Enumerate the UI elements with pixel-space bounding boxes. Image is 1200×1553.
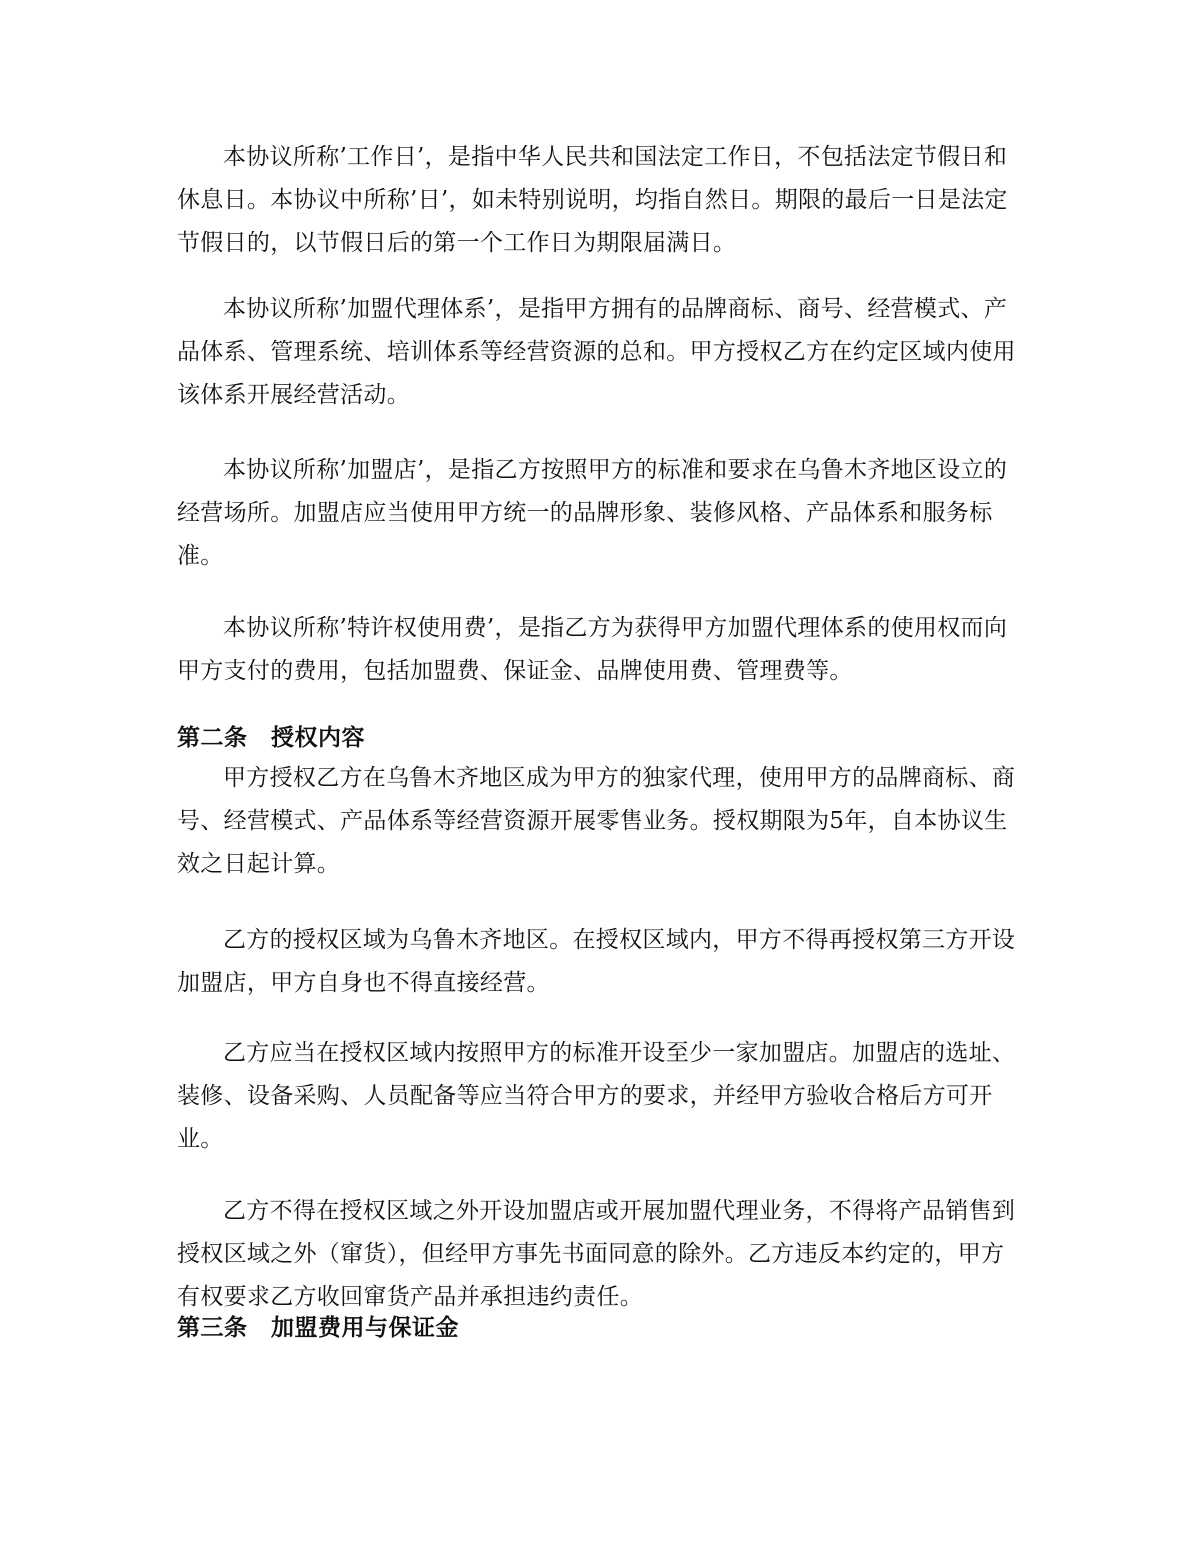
section-heading-fees-deposit: 第三条 加盟费用与保证金 xyxy=(177,1315,459,1341)
paragraph-royalty-definition: 本协议所称’特许权使用费’，是指乙方为获得甲方加盟代理体系的使用权而向甲方支付的费用，包括加盟费、保证金、品牌使用费、管理费等。 xyxy=(177,615,1008,684)
section-heading-authorization: 第二条 授权内容 xyxy=(177,725,365,751)
paragraph-franchise-store-definition: 本协议所称’加盟店’，是指乙方按照甲方的标准和要求在乌鲁木齐地区设立的经营场所。加盟店应当使用甲方统一的品牌形象、装修风格、产品体系和服务标准。 xyxy=(177,457,1008,569)
paragraph-franchise-system-definition: 本协议所称’加盟代理体系’，是指甲方拥有的品牌商标、商号、经营模式、产品体系、管理系统、培训体系等经营资源的总和。甲方授权乙方在约定区域内使用该体系开展经营活动。 xyxy=(177,296,1016,408)
paragraph-authorization-scope: 甲方授权乙方在乌鲁木齐地区成为甲方的独家代理，使用甲方的品牌商标、商号、经营模式、产品体系等经营资源开展零售业务。授权期限为5年，自本协议生效之日起计算。 xyxy=(177,765,1016,877)
paragraph-cross-region-restriction: 乙方不得在授权区域之外开设加盟店或开展加盟代理业务，不得将产品销售到授权区域之外（窜货），但经甲方事先书面同意的除外。乙方违反本约定的，甲方有权要求乙方收回窜货产品并承担违约责任。 xyxy=(177,1198,1016,1310)
paragraph-store-opening: 乙方应当在授权区域内按照甲方的标准开设至少一家加盟店。加盟店的选址、装修、设备采购、人员配备等应当符合甲方的要求，并经甲方验收合格后方可开业。 xyxy=(177,1040,1016,1152)
paragraph-working-day-definition: 本协议所称’工作日’，是指中华人民共和国法定工作日，不包括法定节假日和休息日。本协议中所称’日’，如未特别说明，均指自然日。期限的最后一日是法定节假日的，以节假日后的第一个工作日为期限届满日。 xyxy=(177,144,1008,256)
paragraph-authorized-region: 乙方的授权区域为乌鲁木齐地区。在授权区域内，甲方不得再授权第三方开设加盟店，甲方自身也不得直接经营。 xyxy=(177,927,1016,996)
